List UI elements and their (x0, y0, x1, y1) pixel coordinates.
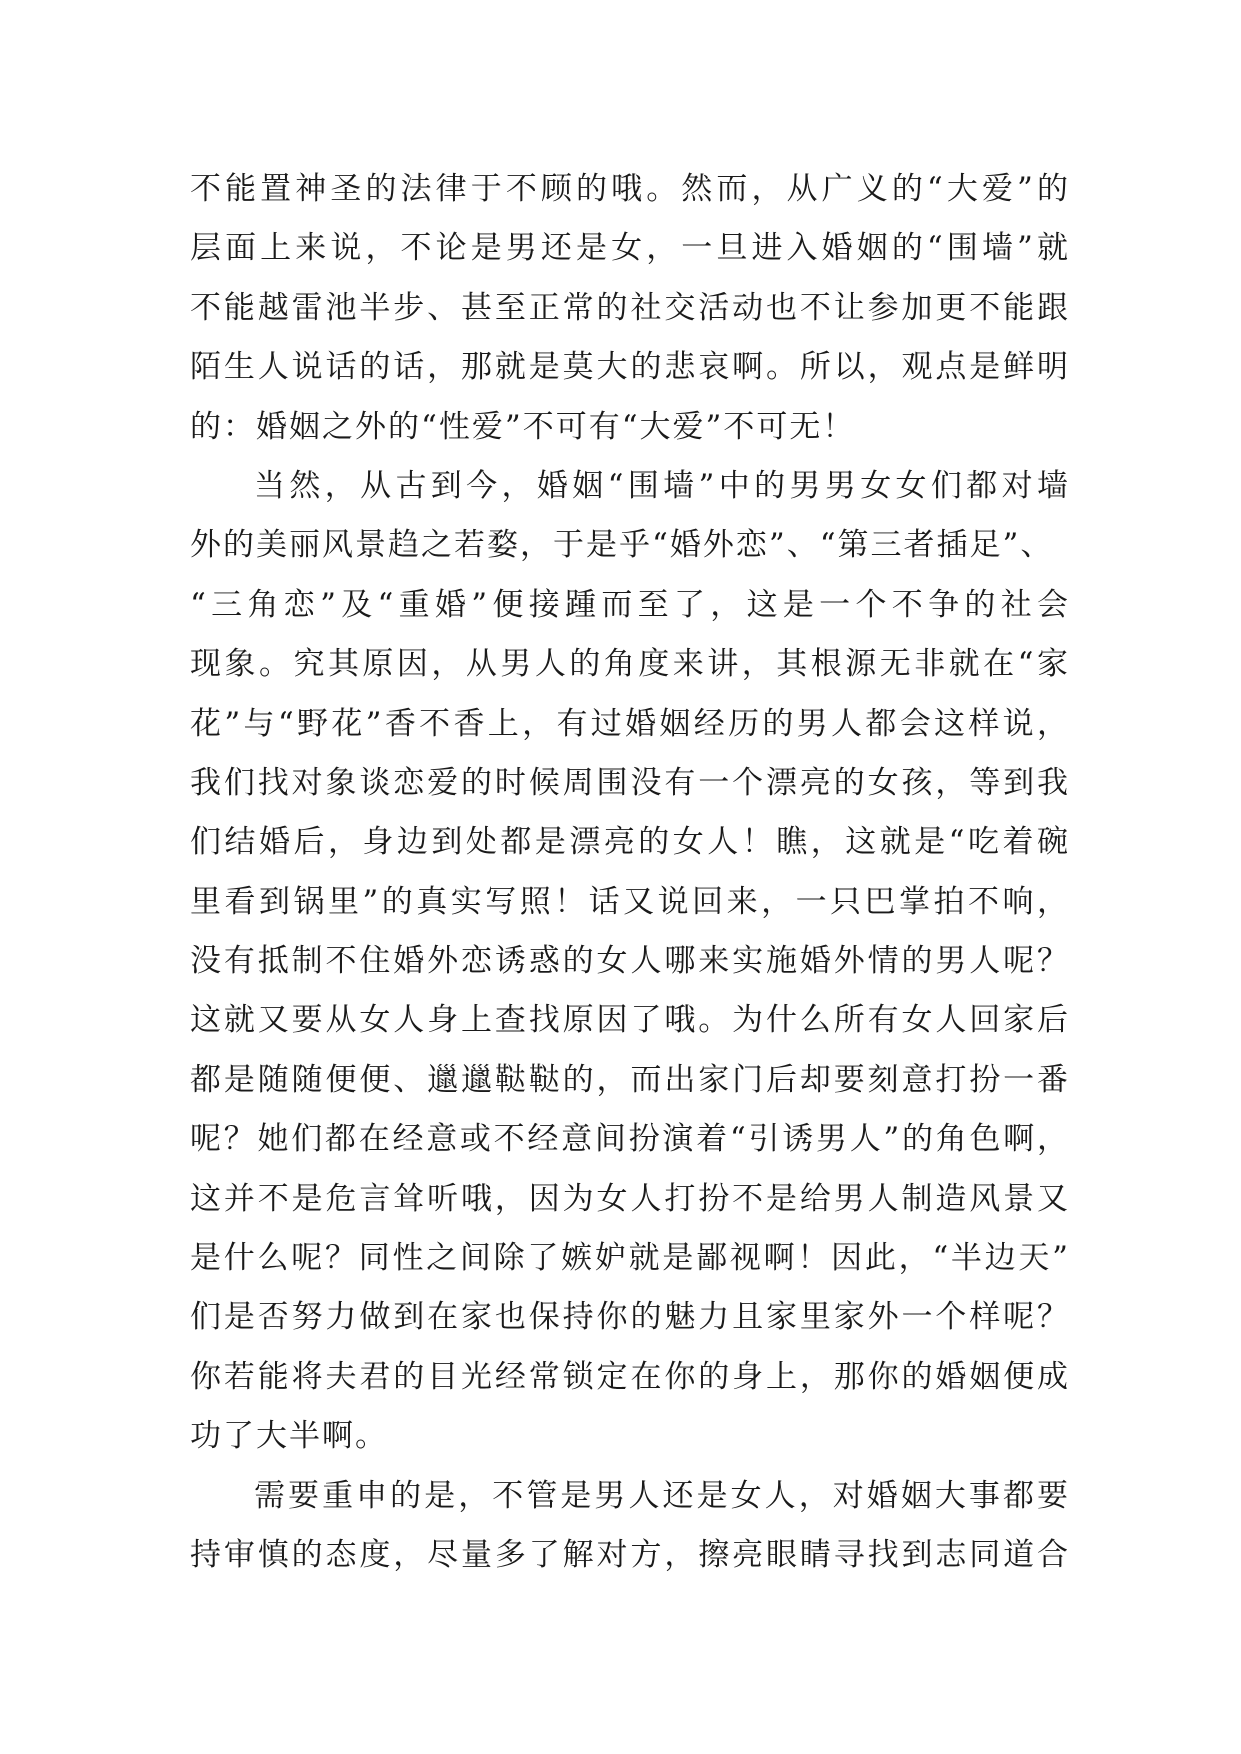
text-line: 是什么呢？同性之间除了嫉妒就是鄙视啊！因此，“半边天” (190, 1240, 1070, 1277)
text-line: 功了大半啊。 (190, 1418, 388, 1455)
text-line: “三角恋”及“重婚”便接踵而至了，这是一个不争的社会 (190, 586, 1070, 623)
text-line: 的：婚姻之外的“性爱”不可有“大爱”不可无！ (190, 408, 856, 445)
text-line: 需要重申的是，不管是男人还是女人，对婚姻大事都要 (254, 1477, 1070, 1514)
text-line: 们是否努力做到在家也保持你的魅力且家里家外一个样呢？ (190, 1299, 1070, 1336)
text-line: 这并不是危言耸听哦，因为女人打扮不是给男人制造风景又 (190, 1180, 1070, 1217)
document-body (190, 160, 1070, 1585)
text-line: 不能置神圣的法律于不顾的哦。然而，从广义的“大爱”的 (190, 171, 1070, 207)
text-line: 这就又要从女人身上查找原因了哦。为什么所有女人回家后 (190, 1002, 1070, 1039)
text-line: 呢？她们都在经意或不经意间扮演着“引诱男人”的角色啊， (190, 1121, 1070, 1158)
text-line: 没有抵制不住婚外恋诱惑的女人哪来实施婚外情的男人呢？ (190, 943, 1070, 980)
text-line: 不能越雷池半步、甚至正常的社交活动也不让参加更不能跟 (190, 289, 1070, 326)
text-line: 陌生人说话的话，那就是莫大的悲哀啊。所以，观点是鲜明 (190, 349, 1070, 386)
text-line: 都是随随便便、邋邋鞑鞑的，而出家门后却要刻意打扮一番 (190, 1061, 1070, 1098)
text-line: 现象。究其原因，从男人的角度来讲，其根源无非就在“家 (190, 646, 1070, 683)
text-line: 花”与“野花”香不香上，有过婚姻经历的男人都会这样说， (190, 705, 1070, 742)
text-line: 当然，从古到今，婚姻“围墙”中的男男女女们都对墙 (254, 467, 1070, 504)
text-line: 我们找对象谈恋爱的时候周围没有一个漂亮的女孩，等到我 (190, 764, 1070, 801)
text-line: 们结婚后，身边到处都是漂亮的女人！瞧，这就是“吃着碗 (190, 824, 1070, 861)
text-line: 你若能将夫君的目光经常锁定在你的身上，那你的婚姻便成 (190, 1358, 1070, 1395)
text-line: 里看到锅里”的真实写照！话又说回来，一只巴掌拍不响， (190, 883, 1070, 920)
text-line: 外的美丽风景趋之若婺，于是乎“婚外恋”、“第三者插足”、 (190, 527, 1054, 564)
text-line: 层面上来说，不论是男还是女，一旦进入婚姻的“围墙”就 (190, 230, 1070, 267)
text-line: 持审慎的态度，尽量多了解对方，擦亮眼睛寻找到志同道合 (190, 1536, 1070, 1573)
